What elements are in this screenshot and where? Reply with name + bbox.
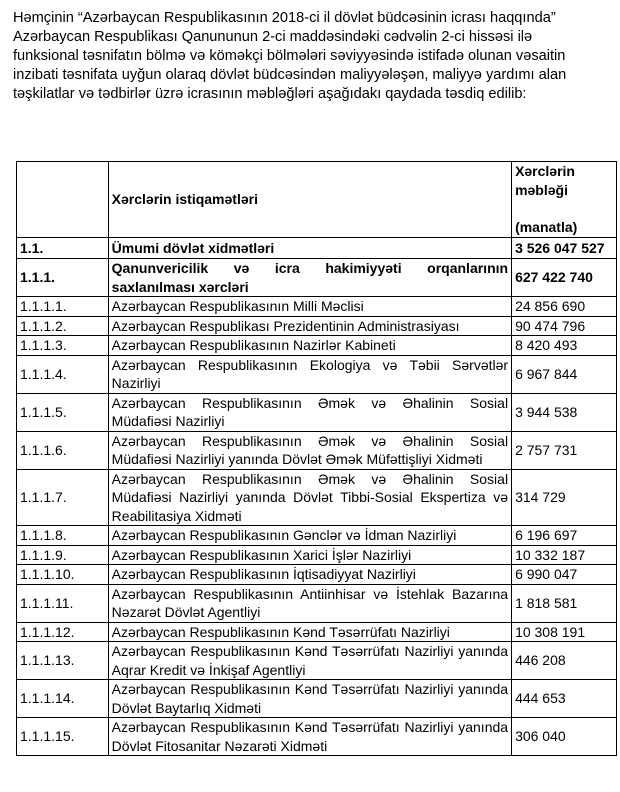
col-header-amount-line1: Xərclərin məbləği [515, 163, 575, 198]
row-amount: 627 422 740 [512, 259, 617, 297]
row-direction: Azərbaycan Respublikasının Əmək və Əhalinin Sosial Müdafiəsi Nazirliyi yanında Dövlət Tibbi-Sosial Ekspertiza və Reabilitasiya Xidməti [108, 469, 511, 526]
table-row [17, 316, 617, 336]
row-code: 1.1.1.12. [17, 622, 109, 642]
row-direction: Azərbaycan Respublikasının Xarici İşlər Nazirliyi [108, 545, 511, 565]
table-row [17, 680, 617, 718]
table-row [17, 718, 617, 756]
row-direction: Ümumi dövlət xidmətləri [108, 238, 511, 259]
table-row [17, 336, 617, 356]
col-header-amount-line2: (manatla) [515, 218, 578, 235]
row-code: 1.1.1.14. [17, 680, 109, 718]
row-code: 1.1.1.3. [17, 336, 109, 356]
table-row [17, 355, 617, 393]
row-code: 1.1.1.13. [17, 642, 109, 680]
row-code: 1.1.1.11. [17, 584, 109, 622]
intro-paragraph: Həmçinin “Azərbaycan Respublikasının 2018-ci il dövlət büdcəsinin icrası haqqında” Azərbaycan Respublikası Qanununun 2-ci maddəsindəki cədvəlin 2-ci hissəsi ilə funksional təsnifatın bölmə və köməkçi bölmələri səviyyəsində istifadə olunan vəsaitin inzibati təsnifata uyğun olaraq dövlət büdcəsindən maliyyələşən, maliyyə yardımı alan təşkilatlar və tədbirlər üzrə icrasının məbləğləri aşağıdakı qaydada təsdiq edilib: [13, 10, 567, 102]
row-amount: 306 040 [512, 718, 617, 756]
row-amount: 6 990 047 [512, 565, 617, 585]
row-code: 1.1. [17, 238, 109, 259]
table-row [17, 393, 617, 431]
row-code: 1.1.1.9. [17, 545, 109, 565]
row-direction: Azərbaycan Respublikasının Əmək və Əhalinin Sosial Müdafiəsi Nazirliyi [108, 393, 511, 431]
row-code: 1.1.1.1. [17, 297, 109, 317]
row-amount: 10 308 191 [512, 622, 617, 642]
row-amount: 3 944 538 [512, 393, 617, 431]
table-row [17, 565, 617, 585]
row-code: 1.1.1.6. [17, 431, 109, 469]
row-direction: Azərbaycan Respublikasının Ekologiya və Təbii Sərvətlər Nazirliyi [108, 355, 511, 393]
table-row [17, 238, 617, 259]
row-amount: 2 757 731 [512, 431, 617, 469]
row-code: 1.1.1.8. [17, 526, 109, 546]
row-direction: Azərbaycan Respublikasının Kənd Təsərrüfatı Nazirliyi yanında Dövlət Baytarlıq Xidməti [108, 680, 511, 718]
row-amount: 10 332 187 [512, 545, 617, 565]
row-code: 1.1.1. [17, 259, 109, 297]
row-direction: Azərbaycan Respublikasının Nazirlər Kabineti [108, 336, 511, 356]
row-direction: Azərbaycan Respublikasının Kənd Təsərrüfatı Nazirliyi yanında Aqrar Kredit və İnkişaf Agentliyi [108, 642, 511, 680]
row-direction: Azərbaycan Respublikasının Gənclər və İdman Nazirliyi [108, 526, 511, 546]
row-amount: 6 196 697 [512, 526, 617, 546]
budget-table [16, 161, 617, 756]
table-row [17, 622, 617, 642]
col-header-directions: Xərclərin istiqamətləri [108, 162, 511, 238]
row-amount: 446 208 [512, 642, 617, 680]
row-code: 1.1.1.4. [17, 355, 109, 393]
table-row [17, 526, 617, 546]
row-code: 1.1.1.15. [17, 718, 109, 756]
row-amount: 6 967 844 [512, 355, 617, 393]
col-header-empty [17, 162, 109, 238]
row-direction: Azərbaycan Respublikasının İqtisadiyyat Nazirliyi [108, 565, 511, 585]
row-amount: 24 856 690 [512, 297, 617, 317]
table-row [17, 297, 617, 317]
row-amount: 3 526 047 527 [512, 238, 617, 259]
row-direction: Azərbaycan Respublikasının Kənd Təsərrüfatı Nazirliyi [108, 622, 511, 642]
row-direction: Azərbaycan Respublikasının Əmək və Əhalinin Sosial Müdafiəsi Nazirliyi yanında Dövlət Əmək Müfəttişliyi Xidməti [108, 431, 511, 469]
table-row [17, 642, 617, 680]
table-row [17, 259, 617, 297]
table-row [17, 545, 617, 565]
row-direction: Qanunvericilik və icra hakimiyyəti orqanlarının saxlanılması xərcləri [108, 259, 511, 297]
table-row [17, 469, 617, 526]
col-header-amount-spacer [515, 199, 613, 218]
col-header-amount [512, 162, 617, 238]
row-code: 1.1.1.7. [17, 469, 109, 526]
row-direction: Azərbaycan Respublikasının Antiinhisar və İstehlak Bazarına Nəzarət Dövlət Agentliyi [108, 584, 511, 622]
row-direction: Azərbaycan Respublikası Prezidentinin Administrasiyası [108, 316, 511, 336]
row-code: 1.1.1.5. [17, 393, 109, 431]
row-amount: 90 474 796 [512, 316, 617, 336]
row-amount: 314 729 [512, 469, 617, 526]
table-row [17, 431, 617, 469]
table-row [17, 584, 617, 622]
row-amount: 1 818 581 [512, 584, 617, 622]
row-direction: Azərbaycan Respublikasının Milli Məclisi [108, 297, 511, 317]
row-amount: 8 420 493 [512, 336, 617, 356]
table-header-row [17, 162, 617, 238]
row-code: 1.1.1.2. [17, 316, 109, 336]
row-direction: Azərbaycan Respublikasının Kənd Təsərrüfatı Nazirliyi yanında Dövlət Fitosanitar Nəzarəti Xidməti [108, 718, 511, 756]
row-code: 1.1.1.10. [17, 565, 109, 585]
row-amount: 444 653 [512, 680, 617, 718]
